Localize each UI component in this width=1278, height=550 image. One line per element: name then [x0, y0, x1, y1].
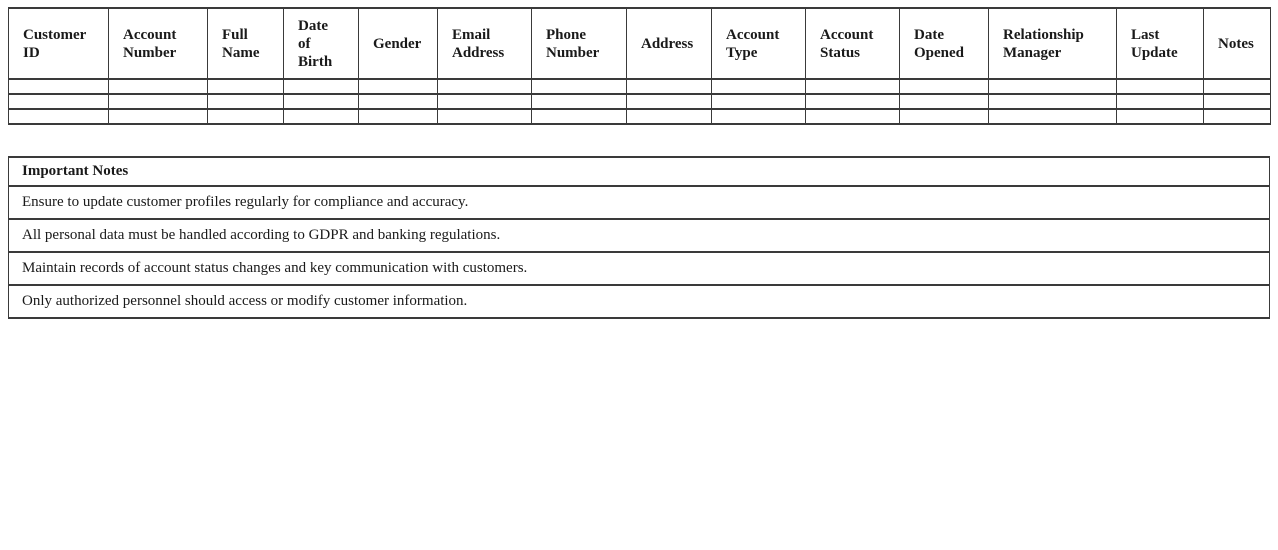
column-header-email-address: Email Address: [438, 8, 532, 79]
empty-data-row: [9, 79, 1271, 94]
column-header-account-status: Account Status: [806, 8, 900, 79]
empty-cell: [627, 79, 712, 94]
empty-cell: [284, 79, 359, 94]
note-item: Maintain records of account status changes and key communication with customers.: [9, 252, 1270, 285]
empty-cell: [9, 94, 109, 109]
column-header-last-update: Last Update: [1117, 8, 1204, 79]
empty-cell: [900, 109, 989, 124]
note-item-row: [9, 219, 1270, 252]
empty-cell: [1117, 79, 1204, 94]
empty-data-row: [9, 109, 1271, 124]
empty-cell: [1117, 94, 1204, 109]
empty-cell: [712, 94, 806, 109]
empty-cell: [9, 79, 109, 94]
empty-cell: [438, 109, 532, 124]
empty-cell: [359, 94, 438, 109]
empty-cell: [208, 94, 284, 109]
column-header-date-of-birth: Date of Birth: [284, 8, 359, 79]
note-item-row: [9, 285, 1270, 318]
empty-cell: [438, 94, 532, 109]
empty-cell: [208, 79, 284, 94]
note-item: Ensure to update customer profiles regularly for compliance and accuracy.: [9, 186, 1270, 219]
empty-cell: [806, 109, 900, 124]
empty-cell: [9, 109, 109, 124]
notes-title-row: [9, 157, 1270, 186]
empty-cell: [712, 79, 806, 94]
notes-title: Important Notes: [9, 157, 1270, 186]
column-header-gender: Gender: [359, 8, 438, 79]
empty-cell: [1204, 79, 1271, 94]
column-header-relationship-manager: Relationship Manager: [989, 8, 1117, 79]
column-header-date-opened: Date Opened: [900, 8, 989, 79]
empty-cell: [208, 109, 284, 124]
customer-profile-table: [8, 7, 1271, 125]
column-header-account-number: Account Number: [109, 8, 208, 79]
note-item-row: [9, 186, 1270, 219]
empty-cell: [109, 109, 208, 124]
empty-cell: [989, 109, 1117, 124]
empty-cell: [900, 79, 989, 94]
empty-cell: [109, 79, 208, 94]
important-notes-table: [8, 156, 1270, 319]
empty-cell: [359, 109, 438, 124]
empty-cell: [109, 94, 208, 109]
empty-cell: [627, 94, 712, 109]
empty-cell: [900, 94, 989, 109]
empty-cell: [712, 109, 806, 124]
note-item: All personal data must be handled according to GDPR and banking regulations.: [9, 219, 1270, 252]
column-header-customer-id: Customer ID: [9, 8, 109, 79]
empty-cell: [806, 94, 900, 109]
empty-cell: [1204, 94, 1271, 109]
column-header-notes: Notes: [1204, 8, 1271, 79]
empty-cell: [989, 79, 1117, 94]
empty-cell: [532, 94, 627, 109]
empty-cell: [359, 79, 438, 94]
column-header-phone-number: Phone Number: [532, 8, 627, 79]
column-header-account-type: Account Type: [712, 8, 806, 79]
empty-cell: [532, 109, 627, 124]
header-row: [9, 8, 1271, 79]
empty-cell: [627, 109, 712, 124]
empty-cell: [1117, 109, 1204, 124]
empty-cell: [532, 79, 627, 94]
empty-cell: [284, 109, 359, 124]
note-item: Only authorized personnel should access or modify customer information.: [9, 285, 1270, 318]
empty-cell: [806, 79, 900, 94]
empty-data-row: [9, 94, 1271, 109]
empty-cell: [989, 94, 1117, 109]
column-header-address: Address: [627, 8, 712, 79]
column-header-full-name: Full Name: [208, 8, 284, 79]
empty-cell: [284, 94, 359, 109]
empty-cell: [1204, 109, 1271, 124]
note-item-row: [9, 252, 1270, 285]
empty-cell: [438, 79, 532, 94]
